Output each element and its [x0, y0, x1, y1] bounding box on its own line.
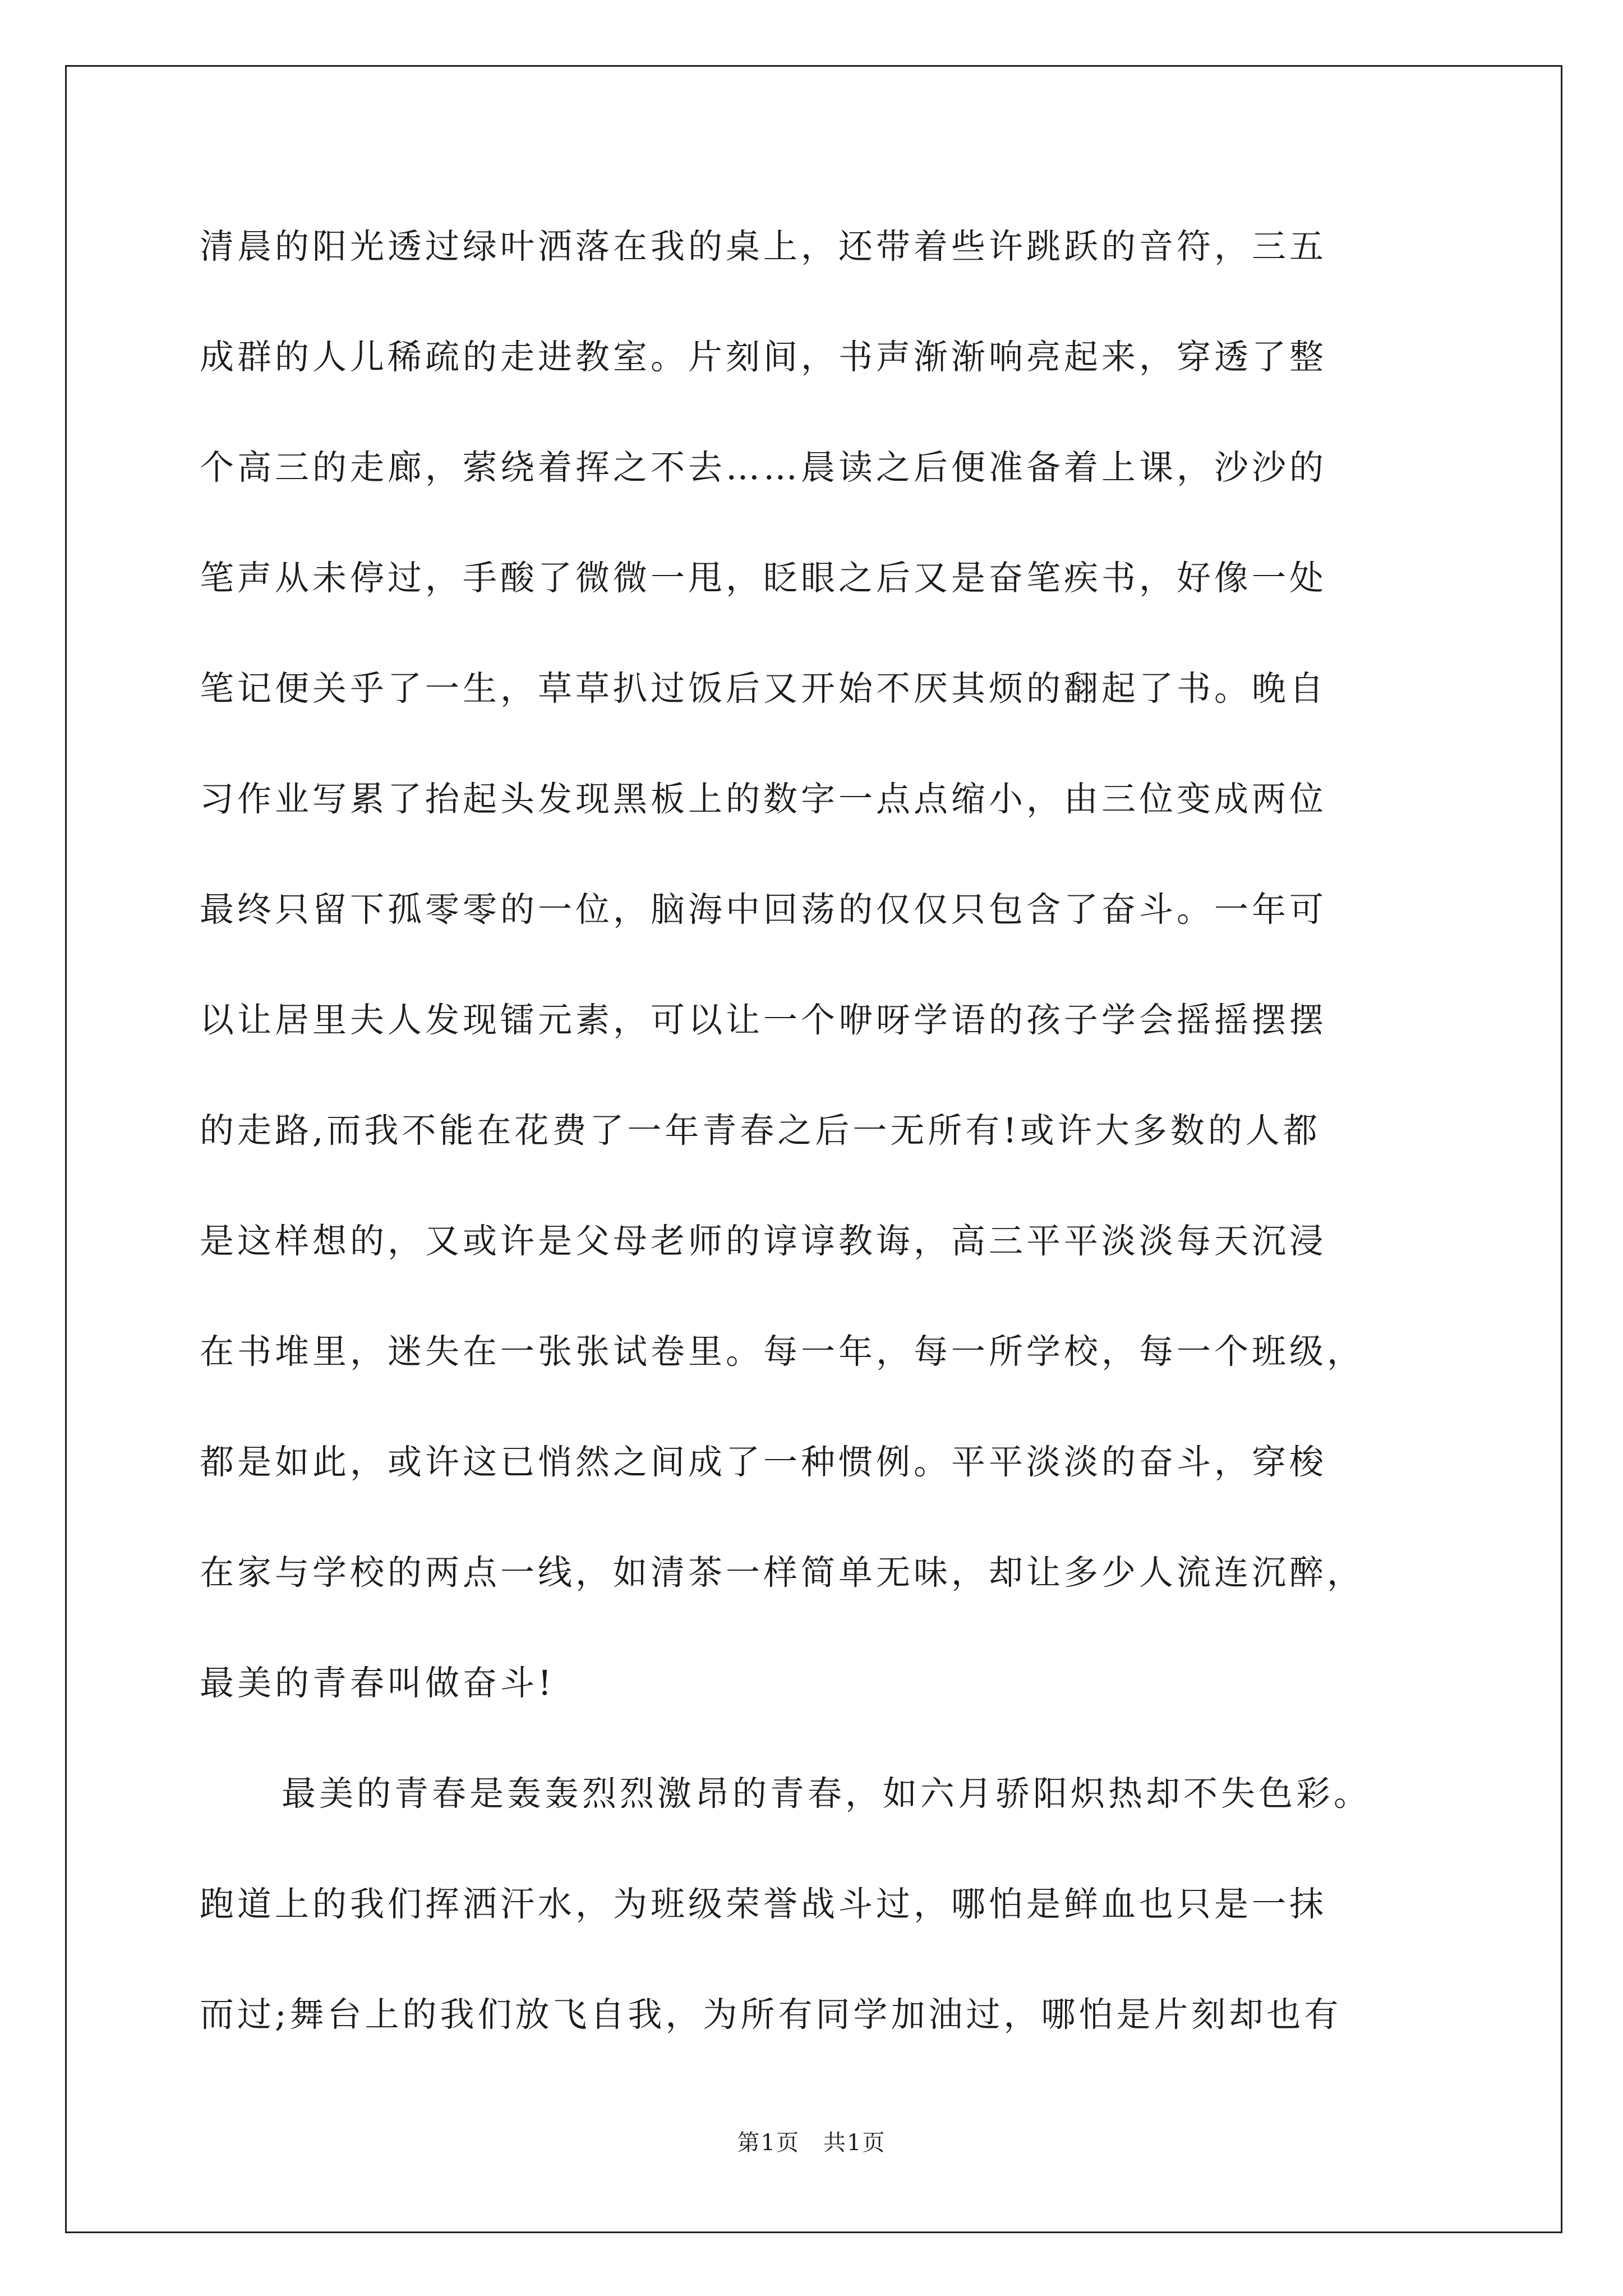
text-line: 以让居里夫人发现镭元素，可以让一个咿呀学语的孩子学会摇摇摆摆 — [200, 1000, 1327, 1040]
text-line: 最美的青春叫做奋斗! — [200, 1663, 555, 1703]
text-line: 习作业写累了抬起头发现黑板上的数字一点点缩小，由三位变成两位 — [200, 779, 1327, 819]
text-line: 最终只留下孤零零的一位，脑海中回荡的仅仅只包含了奋斗。一年可 — [200, 890, 1327, 930]
text-line: 的走路,而我不能在花费了一年青春之后一无所有!或许大多数的人都 — [200, 1111, 1321, 1151]
page-number: 第1页 共1页 — [737, 2130, 886, 2156]
text-line: 跑道上的我们挥洒汗水，为班级荣誉战斗过，哪怕是鲜血也只是一抹 — [200, 1884, 1327, 1924]
text-line: 笔声从未停过，手酸了微微一甩，眨眼之后又是奋笔疾书，好像一处 — [200, 558, 1327, 598]
text-line: 成群的人儿稀疏的走进教室。片刻间，书声渐渐响亮起来，穿透了整 — [200, 337, 1327, 377]
text-line: 是这样想的，又或许是父母老师的谆谆教诲，高三平平淡淡每天沉浸 — [200, 1221, 1327, 1261]
text-line: 清晨的阳光透过绿叶洒落在我的桌上，还带着些许跳跃的音符，三五 — [200, 227, 1327, 266]
text-line: 而过;舞台上的我们放飞自我，为所有同学加油过，哪怕是片刻却也有 — [200, 1995, 1342, 2035]
text-line: 个高三的走廊，萦绕着挥之不去……晨读之后便准备着上课，沙沙的 — [200, 448, 1327, 487]
paragraph-start-line: 最美的青春是轰轰烈烈激昂的青春，如六月骄阳炽热却不失色彩。 — [282, 1774, 1372, 1814]
text-line: 在书堆里，迷失在一张张试卷里。每一年，每一所学校，每一个班级， — [200, 1332, 1365, 1372]
text-line: 都是如此，或许这已悄然之间成了一种惯例。平平淡淡的奋斗，穿梭 — [200, 1442, 1327, 1482]
text-line: 笔记便关乎了一生，草草扒过饭后又开始不厌其烦的翻起了书。晚自 — [200, 669, 1327, 708]
text-line: 在家与学校的两点一线，如清茶一样简单无味，却让多少人流连沉醉， — [200, 1553, 1365, 1593]
